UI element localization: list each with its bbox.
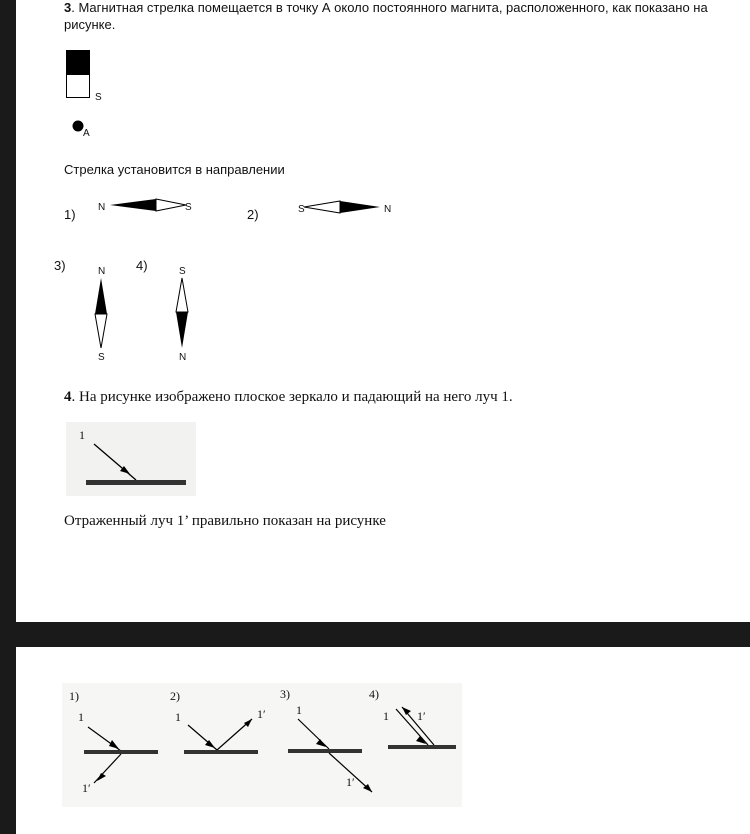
- magnet-south-half: [67, 75, 90, 98]
- document-page-1: [16, 0, 750, 622]
- q3-option3-number: 3): [54, 258, 66, 273]
- q3-option4-number: 4): [136, 258, 148, 273]
- answer4-figure: [16, 647, 476, 834]
- answer2-number: 2): [170, 689, 180, 703]
- q4-prompt: Отраженный луч 1’ правильно показан на рисунке: [64, 513, 386, 529]
- q3-option4-top-label: S: [179, 266, 186, 277]
- plane-mirror: [86, 480, 186, 485]
- answer3-number: 3): [280, 687, 290, 701]
- q3-option3-bottom-label: S: [98, 352, 105, 363]
- answer3-reflected-label: 1′: [346, 775, 355, 789]
- point-a-label: A: [83, 128, 90, 139]
- q3-option2-number: 2): [247, 207, 259, 222]
- q3-number: 3: [64, 0, 72, 15]
- q3-option4-bottom-label: N: [179, 352, 187, 363]
- q3-option2-left-label: S: [298, 204, 305, 215]
- q4-number: 4: [64, 389, 72, 405]
- q3-option1-arrow: [110, 198, 190, 214]
- q3-option3-arrow: [94, 278, 110, 348]
- q3-option2-right-label: N: [384, 204, 392, 215]
- q3-option2-arrow: [304, 200, 384, 216]
- q3-option4-arrow: [175, 278, 191, 348]
- q4-text: . На рисунке изображено плоское зеркало и падающий на него луч 1.: [71, 389, 513, 405]
- answer1-number: 1): [69, 689, 79, 703]
- q3-option1-right-label: S: [185, 202, 192, 213]
- incident-ray: [94, 444, 136, 480]
- q3-option1-number: 1): [64, 207, 76, 222]
- magnet-s-label: S: [95, 92, 102, 103]
- q4-question: [64, 389, 513, 406]
- answer1-reflected-label: 1′: [82, 781, 91, 795]
- answer4-number: 4): [369, 687, 379, 701]
- answer4-ray-label: 1: [383, 709, 389, 723]
- q3-question-line1: [64, 0, 708, 15]
- answer4-reflected-label: 1′: [417, 709, 426, 723]
- document-page-2: [16, 647, 750, 834]
- answer3-ray-label: 1: [296, 703, 302, 717]
- answer2-reflected-label: 1′: [257, 707, 266, 721]
- q3-option3-top-label: N: [98, 266, 106, 277]
- incident-ray-label: 1: [79, 428, 85, 442]
- answer1-ray-label: 1: [78, 710, 84, 724]
- q3-option1-left-label: N: [98, 202, 106, 213]
- magnet-north-half: [67, 51, 90, 75]
- q3-text: . Магнитная стрелка помещается в точку А около постоянного магнита, расположенного, как показано на: [71, 0, 708, 15]
- mirror-figure: [66, 422, 196, 496]
- answer2-ray-label: 1: [175, 710, 181, 724]
- q3-prompt: Стрелка установится в направлении: [64, 162, 285, 177]
- q3-question-line2: рисунке.: [64, 17, 116, 32]
